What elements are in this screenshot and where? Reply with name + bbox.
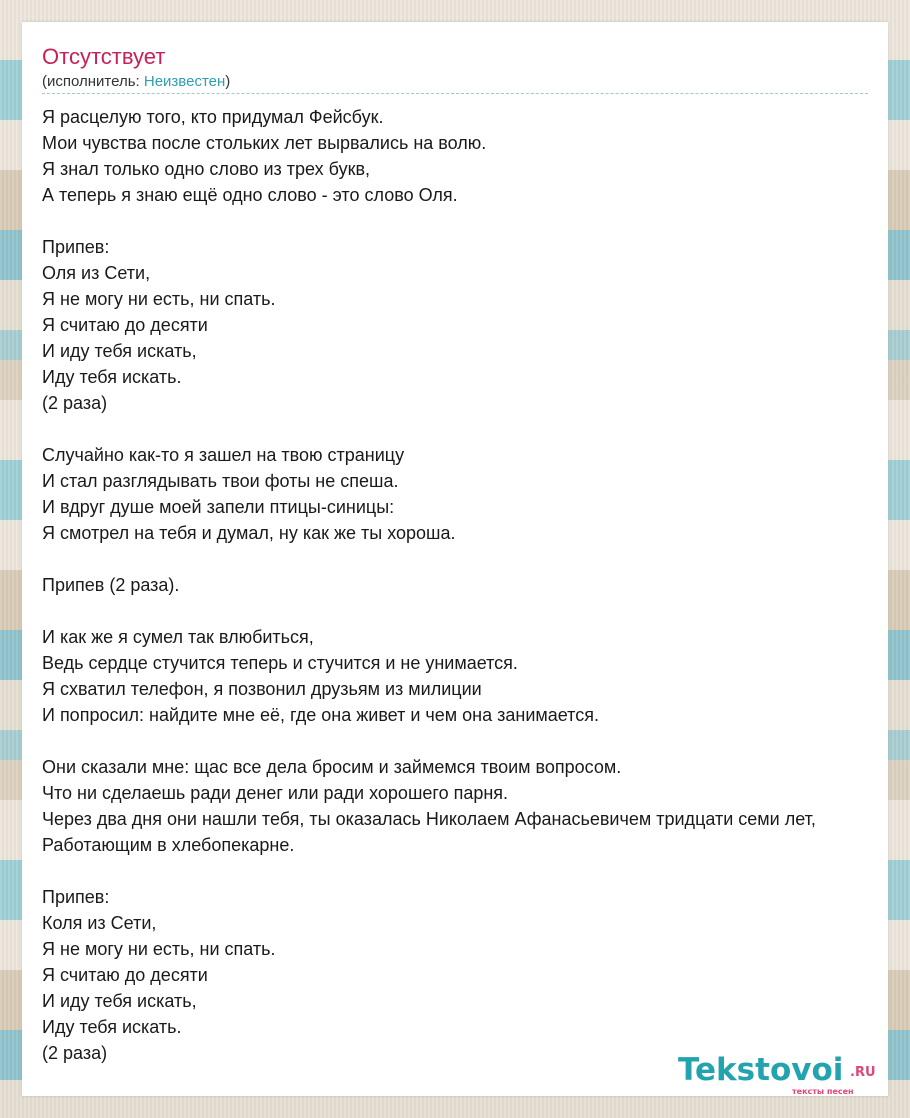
song-title: Отсутствует xyxy=(42,44,166,69)
lyrics-blank-line xyxy=(42,546,910,572)
lyrics-blank-line xyxy=(42,208,910,234)
lyrics-blank-line xyxy=(42,858,910,884)
lyrics-line: Я схватил телефон, я позвонил друзьям из милиции xyxy=(42,679,482,699)
lyrics-line: Припев: xyxy=(42,887,110,907)
site-logo[interactable] xyxy=(678,1052,888,1096)
lyrics-line: И иду тебя искать, xyxy=(42,341,197,361)
lyrics-line: Я считаю до десяти xyxy=(42,315,208,335)
lyrics-blank-line xyxy=(42,416,910,442)
lyrics-line: Через два дня они нашли тебя, ты оказалась Николаем Афанасьевичем тридцати семи лет, xyxy=(42,809,816,829)
artist-line xyxy=(42,73,230,90)
logo-wordmark: Tekstovoi xyxy=(678,1052,844,1088)
lyrics-blank-line xyxy=(42,598,910,624)
lyrics-line: И стал разглядывать твои фоты не спеша. xyxy=(42,471,399,491)
lyrics-line: Работающим в хлебопекарне. xyxy=(42,835,295,855)
lyrics-text xyxy=(42,104,910,1066)
lyrics-line: Я не могу ни есть, ни спать. xyxy=(42,289,276,309)
lyrics-line: Они сказали мне: щас все дела бросим и займемся твоим вопросом. xyxy=(42,757,622,777)
lyrics-line: Я знал только одно слово из трех букв, xyxy=(42,159,371,179)
lyrics-line: Иду тебя искать. xyxy=(42,367,182,387)
logo-tagline: тексты песен xyxy=(792,1087,854,1096)
lyrics-line: Припев: xyxy=(42,237,110,257)
lyrics-line: Оля из Сети, xyxy=(42,263,151,283)
lyrics-line: Иду тебя искать. xyxy=(42,1017,182,1037)
artist-prefix: (исполнитель: xyxy=(42,73,144,90)
lyrics-card xyxy=(22,22,888,1096)
lyrics-line: Припев (2 раза). xyxy=(42,575,180,595)
lyrics-line: И иду тебя искать, xyxy=(42,991,197,1011)
lyrics-line: Коля из Сети, xyxy=(42,913,157,933)
artist-link[interactable]: Неизвестен xyxy=(143,73,226,90)
lyrics-line: (2 раза) xyxy=(42,1043,108,1063)
lyrics-line: Я не могу ни есть, ни спать. xyxy=(42,939,276,959)
lyrics-line: Ведь сердце стучится теперь и стучится и не унимается. xyxy=(42,653,518,673)
title-divider xyxy=(42,93,868,94)
logo-tld: .RU xyxy=(850,1065,876,1080)
lyrics-line: Я считаю до десяти xyxy=(42,965,208,985)
artist-suffix: ) xyxy=(225,73,231,90)
lyrics-line: И попросил: найдите мне её, где она живет и чем она занимается. xyxy=(42,705,599,725)
lyrics-line: А теперь я знаю ещё одно слово - это слово Оля. xyxy=(42,185,458,205)
lyrics-blank-line xyxy=(42,728,910,754)
lyrics-line: Я расцелую того, кто придумал Фейсбук. xyxy=(42,107,384,127)
lyrics-line: Мои чувства после стольких лет вырвались на волю. xyxy=(42,133,487,153)
lyrics-line: Случайно как-то я зашел на твою страницу xyxy=(42,445,405,465)
lyrics-line: Я смотрел на тебя и думал, ну как же ты хороша. xyxy=(42,523,456,543)
lyrics-line: И как же я сумел так влюбиться, xyxy=(42,627,314,647)
lyrics-line: Что ни сделаешь ради денег или ради хорошего парня. xyxy=(42,783,509,803)
lyrics-line: (2 раза) xyxy=(42,393,108,413)
lyrics-line: И вдруг душе моей запели птицы-синицы: xyxy=(42,497,395,517)
